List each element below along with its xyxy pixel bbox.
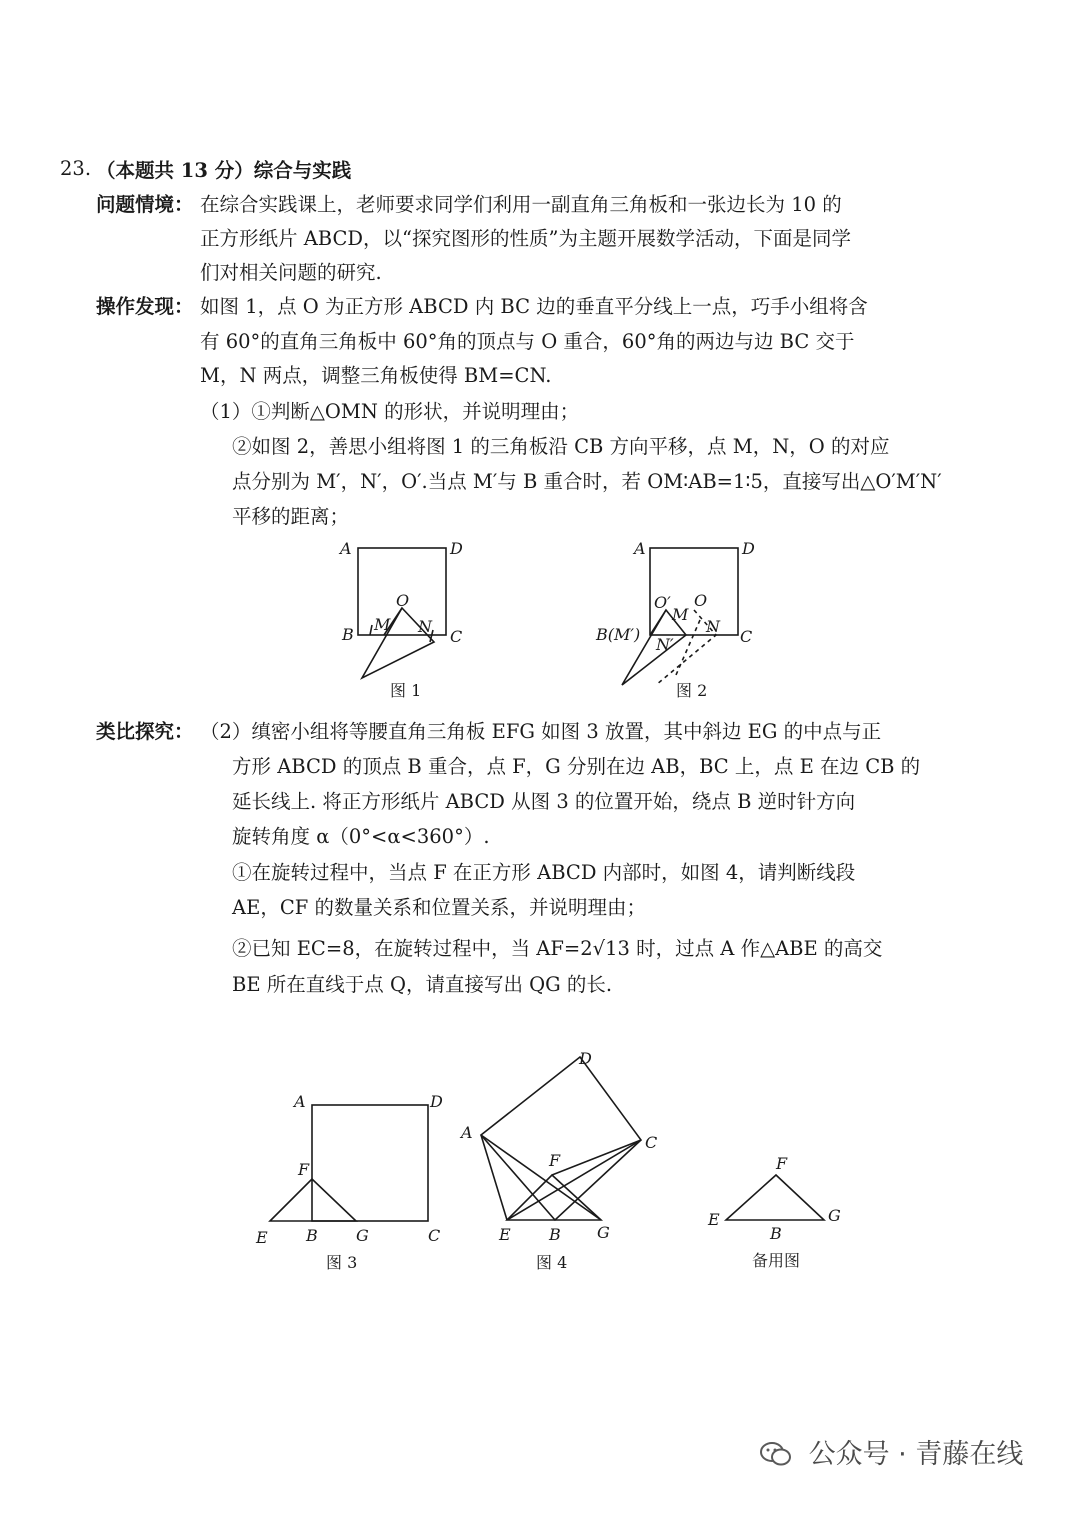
- question-2-1-line: ①在旋转过程中，当点 F 在正方形 ABCD 内部时，如图 4，请判断线段: [232, 861, 856, 884]
- square-abcd: [481, 1057, 641, 1220]
- situation-line: 正方形纸片 ABCD，以“探究图形的性质”为主题开展数学活动，下面是同学: [200, 227, 851, 250]
- situation-line: 们对相关问题的研究.: [200, 261, 382, 284]
- problem-number: 23.: [60, 157, 92, 180]
- label-e: E: [499, 1225, 511, 1244]
- label-o: O: [396, 591, 410, 610]
- figure-3-caption: 图 3: [326, 1253, 358, 1272]
- label-o: O: [694, 591, 708, 610]
- label-d: D: [430, 1092, 443, 1111]
- label-e: E: [708, 1210, 720, 1229]
- question-1-1: （1）①判断△OMN 的形状，并说明理由；: [200, 400, 580, 423]
- spare-figure-caption: 备用图: [752, 1251, 801, 1270]
- label-b: B: [549, 1225, 561, 1244]
- figure-2: [590, 530, 770, 700]
- question-2-1-line: AE，CF 的数量关系和位置关系，并说明理由；: [232, 896, 646, 919]
- analogy-label: 类比探究：: [96, 720, 194, 743]
- label-n: N: [706, 617, 720, 636]
- figure-1-caption: 图 1: [390, 681, 422, 700]
- figure-3: [250, 1085, 450, 1250]
- segment-ce: [507, 1140, 641, 1220]
- segment-ae: [481, 1135, 507, 1220]
- label-c: C: [450, 627, 463, 646]
- label-n: N: [418, 617, 432, 636]
- label-b: B: [342, 625, 354, 644]
- figure-1: [330, 530, 480, 700]
- problem-header: （本题共 13 分）综合与实践: [96, 159, 352, 182]
- question-2-line: 方形 ABCD 的顶点 B 重合，点 F，G 分别在边 AB，BC 上，点 E 在边 CB 的: [232, 755, 921, 778]
- triangle-efg: [726, 1175, 824, 1220]
- figure-4: [455, 1040, 675, 1250]
- question-2-2-line: ②已知 EC=8，在旋转过程中，当 AF=2√13 时，过点 A 作△ABE 的高交: [232, 937, 883, 960]
- question-1-2-line: ②如图 2，善思小组将图 1 的三角板沿 CB 方向平移，点 M，N，O 的对应: [232, 435, 890, 458]
- operation-label: 操作发现：: [96, 295, 194, 318]
- label-c: C: [428, 1226, 441, 1245]
- label-a: A: [634, 539, 646, 558]
- watermark: [760, 1432, 1023, 1471]
- label-d: D: [579, 1049, 592, 1068]
- question-2-line: 旋转角度 α（0°<α<360°）.: [232, 825, 490, 848]
- question-2-line: 延长线上. 将正方形纸片 ABCD 从图 3 的位置开始，绕点 B 逆时针方向: [232, 790, 856, 813]
- label-f: F: [776, 1154, 788, 1173]
- label-n-prime: N′: [656, 635, 674, 654]
- question-2-2-line: BE 所在直线于点 Q，请直接写出 QG 的长.: [232, 973, 613, 996]
- label-d: D: [742, 539, 755, 558]
- label-a: A: [294, 1092, 306, 1111]
- label-d: D: [450, 539, 463, 558]
- label-g: G: [356, 1226, 369, 1245]
- label-c: C: [645, 1133, 658, 1152]
- figure-4-caption: 图 4: [536, 1253, 568, 1272]
- square-abcd: [312, 1105, 428, 1221]
- label-f: F: [298, 1160, 310, 1179]
- question-1-2-line: 点分别为 M′，N′，O′.当点 M′与 B 重合时，若 OM∶AB=1∶5，直接写出△O′M′N′: [232, 470, 942, 493]
- triangle-efg: [270, 1179, 356, 1221]
- watermark-text: 公众号 · 青藤在线: [808, 1439, 1024, 1470]
- wechat-icon: [760, 1441, 792, 1467]
- label-f: F: [549, 1151, 561, 1170]
- label-e: E: [256, 1228, 268, 1247]
- tick-m: [370, 625, 372, 635]
- operation-line: 如图 1，点 O 为正方形 ABCD 内 BC 边的垂直平分线上一点，巧手小组将含: [200, 295, 868, 318]
- label-c: C: [740, 627, 753, 646]
- label-a: A: [340, 539, 352, 558]
- label-g: G: [597, 1223, 610, 1242]
- segment-cf: [552, 1140, 641, 1175]
- label-b: B: [770, 1224, 782, 1243]
- label-o-prime: O′: [654, 593, 671, 612]
- situation-line: 在综合实践课上，老师要求同学们利用一副直角三角板和一张边长为 10 的: [200, 193, 842, 216]
- label-b: B: [306, 1226, 318, 1245]
- segment-ag: [481, 1135, 601, 1220]
- situation-label: 问题情境：: [96, 193, 194, 216]
- label-m: M: [672, 605, 689, 624]
- operation-line: 有 60°的直角三角板中 60°角的顶点与 O 重合，60°角的两边与边 BC 交于: [200, 330, 855, 353]
- ruler-inner-edge: [650, 610, 666, 635]
- label-g: G: [828, 1206, 841, 1225]
- figure-2-caption: 图 2: [676, 681, 708, 700]
- label-b-m-prime: B(M′): [596, 625, 641, 644]
- question-2-line: （2）缜密小组将等腰直角三角板 EFG 如图 3 放置，其中斜边 EG 的中点与正: [200, 720, 882, 743]
- label-a: A: [461, 1123, 473, 1142]
- question-1-2-line: 平移的距离；: [232, 505, 350, 528]
- label-m: M: [374, 615, 391, 634]
- operation-line: M，N 两点，调整三角板使得 BM=CN.: [200, 364, 552, 387]
- figure-spare: [700, 1145, 850, 1245]
